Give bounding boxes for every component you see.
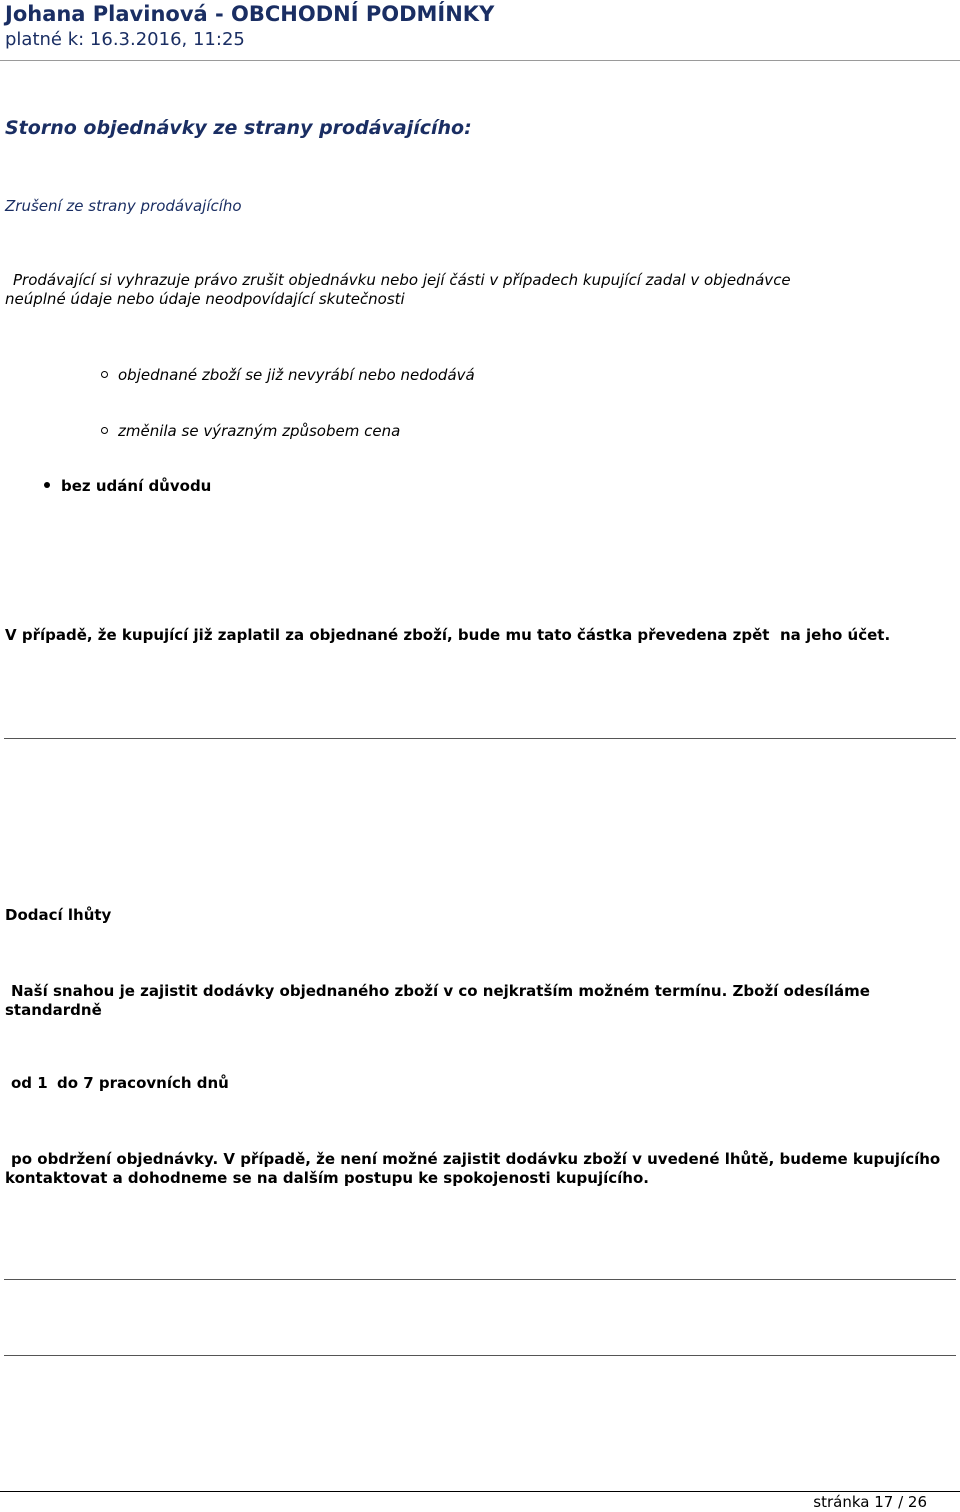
list-item: bez udání důvodu	[61, 477, 212, 495]
list-item: změnila se výrazným způsobem cena	[118, 422, 401, 440]
intro-line-2: neúplné údaje nebo údaje neodpovídající skutečnosti	[5, 290, 405, 308]
delivery-line-2: standardně	[5, 1001, 102, 1019]
intro-line-1: Prodávající si vyhrazuje právo zrušit objednávku nebo její části v případech kupující zadal v objednávce	[13, 271, 791, 289]
delivery-line-1: Naší snahou je zajistit dodávky objednaného zboží v co nejkratším možném termínu. Zboží odesíláme	[11, 982, 870, 1000]
bullet-icon	[44, 482, 50, 488]
section-subheading: Zrušení ze strany prodávajícího	[5, 197, 242, 215]
section-divider	[4, 1355, 956, 1356]
footer-divider	[0, 1491, 960, 1492]
list-item: objednané zboží se již nevyrábí nebo nedodává	[118, 366, 475, 384]
hollow-bullet-icon	[101, 427, 108, 434]
refund-text-end: na jeho účet.	[780, 626, 891, 644]
followup-line-2: kontaktovat a dohodneme se na dalším postupu ke spokojenosti kupujícího.	[5, 1169, 649, 1187]
refund-text: V případě, že kupující již zaplatil za objednané zboží, bude mu tato částka převedena zpět	[5, 626, 770, 644]
intro-paragraph	[5, 271, 925, 309]
section-divider	[4, 1279, 956, 1280]
page-number: stránka 17 / 26	[813, 1493, 927, 1511]
hollow-bullet-icon	[101, 371, 108, 378]
section-heading: Storno objednávky ze strany prodávajícího:	[5, 117, 472, 139]
delivery-paragraph	[5, 982, 950, 1020]
followup-line-1: po obdržení objednávky. V případě, že není možné zajistit dodávku zboží v uvedené lhůtě, budeme kupujícího	[11, 1150, 941, 1168]
header-divider	[0, 60, 960, 61]
delivery-range-from: od 1	[11, 1074, 48, 1092]
delivery-range-to: do 7 pracovních dnů	[57, 1074, 229, 1092]
document-title: Johana Plavinová - OBCHODNÍ PODMÍNKY	[5, 2, 495, 26]
section-divider	[4, 738, 956, 739]
validity-date: platné k: 16.3.2016, 11:25	[5, 29, 245, 50]
delivery-followup-paragraph	[5, 1150, 950, 1188]
delivery-heading: Dodací lhůty	[5, 906, 112, 924]
